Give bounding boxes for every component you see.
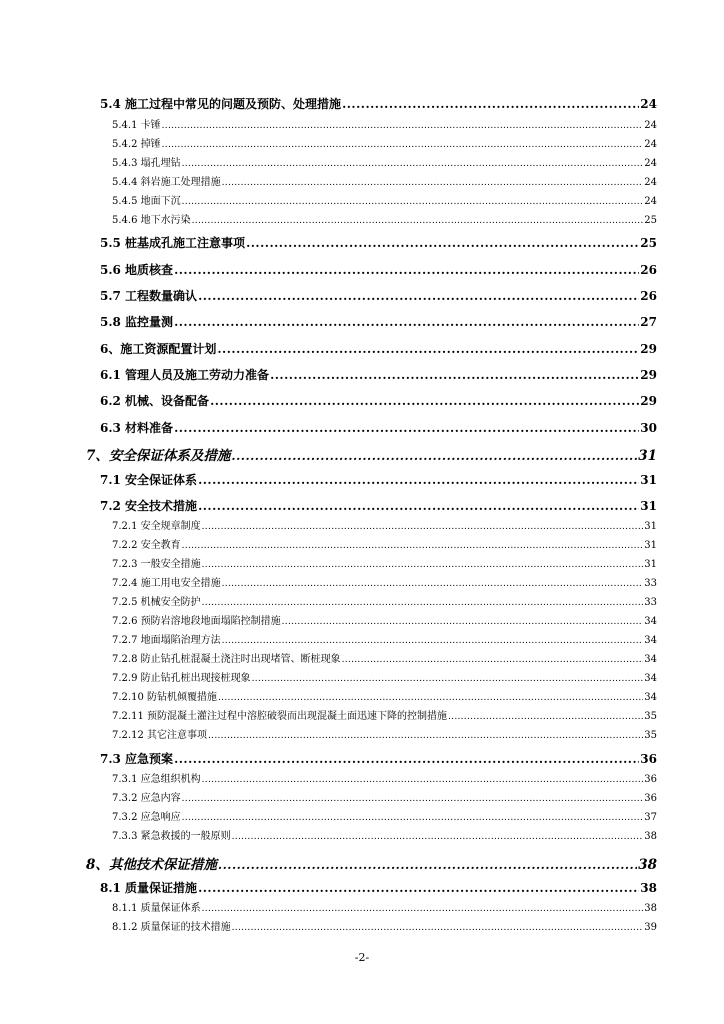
toc-entry-label: 7.2 安全技术措施 [100,499,198,513]
toc-entry-page: 29 [640,368,657,382]
toc-entry-label: 7.3.1 应急组织机构 [112,774,201,785]
toc-entry-label: 7.1 安全保证体系 [100,473,198,487]
toc-entry[interactable] [100,392,657,409]
leader-dots [202,904,644,914]
toc-entry-label: 7.2.5 机械安全防护 [112,597,201,608]
toc-entry-label: 6.2 机械、设备配备 [100,394,210,408]
leader-dots [182,541,644,551]
leader-dots [192,216,644,226]
toc-entry-page: 34 [644,654,657,665]
toc-entry[interactable] [112,899,657,914]
leader-dots [198,473,639,487]
toc-entry-page: 38 [644,903,657,914]
toc-entry-label: 5.4.6 地下水污染 [112,215,191,226]
toc-entry-page: 24 [640,97,657,111]
toc-entry-label: 7.2.2 安全教育 [112,540,181,551]
leader-dots [282,617,644,627]
toc-entry-page: 34 [644,673,657,684]
leader-dots [162,121,644,131]
leader-dots [222,636,644,646]
leader-dots [202,560,644,570]
toc-entry-page: 39 [644,922,657,933]
toc-entry[interactable] [112,631,657,646]
toc-entry-page: 36 [640,752,657,766]
toc-entry[interactable] [100,261,657,278]
toc-entry[interactable] [112,770,657,785]
toc-entry-page: 31 [644,540,657,551]
toc-entry[interactable] [112,536,657,551]
toc-entry-page: 24 [644,196,657,207]
toc-entry[interactable] [112,918,657,933]
leader-dots [231,449,637,463]
leader-dots [208,731,643,741]
leader-dots [210,394,639,408]
leader-dots [202,775,644,785]
toc-entry[interactable] [112,555,657,570]
leader-dots [182,197,644,207]
toc-entry-page: 38 [640,881,657,895]
toc-entry-page: 29 [640,342,657,356]
leader-dots [222,579,644,589]
toc-entry-label: 7.3 应急预案 [100,752,174,766]
toc-entry[interactable] [112,574,657,589]
leader-dots [222,178,644,188]
toc-entry-label: 7.2.10 防钻机倾覆措施 [112,692,217,703]
toc-entry-label: 8、其他技术保证措施 [86,857,217,873]
toc-entry-page: 24 [644,158,657,169]
toc-entry-page: 33 [644,578,657,589]
toc-entry[interactable] [112,192,657,207]
toc-entry-label: 5.4.4 斜岩施工处理措施 [112,177,221,188]
toc-entry[interactable] [112,154,657,169]
toc-entry[interactable] [112,211,657,226]
toc-entry-page: 27 [640,315,657,329]
toc-entry-label: 8.1.2 质量保证的技术措施 [112,922,231,933]
toc-entry-page: 29 [640,394,657,408]
toc-entry[interactable] [112,726,657,741]
toc-entry-label: 6.3 材料准备 [100,421,174,435]
toc-entry[interactable] [100,313,657,330]
toc-entry[interactable] [112,612,657,627]
toc-entry-page: 34 [644,635,657,646]
leader-dots [182,794,644,804]
leader-dots [217,342,639,356]
toc-entry-label: 7、安全保证体系及措施 [86,448,231,464]
toc-entry-page: 31 [638,448,657,464]
toc-entry[interactable] [112,808,657,823]
toc-entry[interactable] [86,853,657,873]
leader-dots [218,693,643,703]
toc-entry-page: 31 [644,559,657,570]
toc-entry-label: 7.2.6 预防岩溶地段地面塌陷控制措施 [112,616,281,627]
toc-entry-page: 37 [644,812,657,823]
leader-dots [270,368,639,382]
leader-dots [202,598,644,608]
leader-dots [342,97,639,111]
toc-entry-page: 36 [644,774,657,785]
toc-entry-label: 7.2.9 防止钻孔桩出现接桩现象 [112,673,251,684]
leader-dots [448,712,643,722]
toc-entry-label: 7.2.4 施工用电安全措施 [112,578,221,589]
toc-entry-label: 5.4.1 卡锤 [112,120,161,131]
toc-entry-label: 7.2.8 防止钻孔桩混凝土浇注时出现堵管、断桩现象 [112,654,341,665]
toc-entry-label: 7.2.12 其它注意事项 [112,730,207,741]
toc-entry-page: 36 [644,793,657,804]
toc-entry[interactable] [112,135,657,150]
toc-entry[interactable] [112,116,657,131]
toc-entry-page: 25 [644,215,657,226]
toc-entry[interactable] [112,650,657,665]
toc-entry[interactable] [86,444,657,464]
toc-entry-label: 5.5 桩基成孔施工注意事项 [100,236,246,250]
toc-entry[interactable] [112,688,657,703]
toc-entry[interactable] [112,827,657,842]
toc-entry-label: 5.6 地质核查 [100,263,174,277]
toc-entry-page: 33 [644,597,657,608]
toc-entry-label: 5.4.2 掉锤 [112,139,161,150]
leader-dots [174,752,639,766]
toc-entry-page: 26 [640,289,657,303]
toc-entry-page: 34 [644,692,657,703]
toc-entry-page: 38 [644,831,657,842]
toc-entry-label: 6、施工资源配置计划 [100,342,217,356]
leader-dots [232,923,644,933]
toc-entry[interactable] [100,234,657,251]
toc-entry-label: 7.3.3 紧急救援的一般原则 [112,831,231,842]
toc-entry-label: 5.4.3 塌孔埋钻 [112,158,181,169]
toc-entry[interactable] [112,707,657,722]
page-number: -2- [354,951,370,964]
toc-entry[interactable] [100,419,657,436]
toc-entry-page: 25 [640,236,657,250]
toc-entry-label: 5.7 工程数量确认 [100,289,198,303]
toc-entry-page: 24 [644,139,657,150]
leader-dots [218,858,637,872]
toc-entry-label: 8.1 质量保证措施 [100,881,198,895]
toc-entry-label: 6.1 管理人员及施工劳动力准备 [100,368,270,382]
toc-entry-page: 30 [640,421,657,435]
toc-entry[interactable] [112,669,657,684]
leader-dots [198,289,639,303]
toc-entry-label: 7.2.3 一般安全措施 [112,559,201,570]
toc-entry-page: 24 [644,120,657,131]
toc-entry[interactable] [112,173,657,188]
toc-entry-label: 7.3.2 应急响应 [112,812,181,823]
toc-entry[interactable] [112,593,657,608]
toc-entry[interactable] [100,750,657,767]
toc-entry[interactable] [100,366,657,383]
toc-entry[interactable] [100,497,657,514]
toc-entry-label: 8.1.1 质量保证体系 [112,903,201,914]
toc-entry[interactable] [100,340,657,357]
leader-dots [182,813,644,823]
toc-entry-label: 7.2.1 安全规章制度 [112,521,201,532]
toc-entry[interactable] [100,95,657,112]
leader-dots [198,881,639,895]
toc-entry[interactable] [112,517,657,532]
toc-entry-page: 24 [644,177,657,188]
toc-entry-page: 38 [638,857,657,873]
toc-entry-label: 7.3.2 应急内容 [112,793,181,804]
leader-dots [342,655,644,665]
leader-dots [198,499,639,513]
leader-dots [174,315,639,329]
toc-entry-page: 31 [640,473,657,487]
toc-entry-label: 5.4 施工过程中常见的问题及预防、处理措施 [100,97,342,111]
leader-dots [246,236,639,250]
toc-entry[interactable] [100,471,657,488]
leader-dots [202,522,644,532]
toc-entry-page: 35 [644,711,657,722]
leader-dots [162,140,644,150]
toc-entry-label: 5.4.5 地面下沉 [112,196,181,207]
leader-dots [252,674,644,684]
leader-dots [174,263,639,277]
toc-entry[interactable] [100,287,657,304]
toc-entry[interactable] [100,879,657,896]
toc-entry-label: 5.8 监控量测 [100,315,174,329]
toc-entry-label: 7.2.11 预防混凝土灌注过程中溶腔破裂而出现混凝土面迅速下降的控制措施 [112,711,447,722]
leader-dots [174,421,639,435]
toc-entry-label: 7.2.7 地面塌陷治理方法 [112,635,221,646]
toc-entry[interactable] [112,789,657,804]
toc-entry-page: 31 [644,521,657,532]
leader-dots [182,159,644,169]
toc-entry-page: 31 [640,499,657,513]
toc-entry-page: 34 [644,616,657,627]
leader-dots [232,832,644,842]
toc-entry-page: 35 [644,730,657,741]
toc-entry-page: 26 [640,263,657,277]
